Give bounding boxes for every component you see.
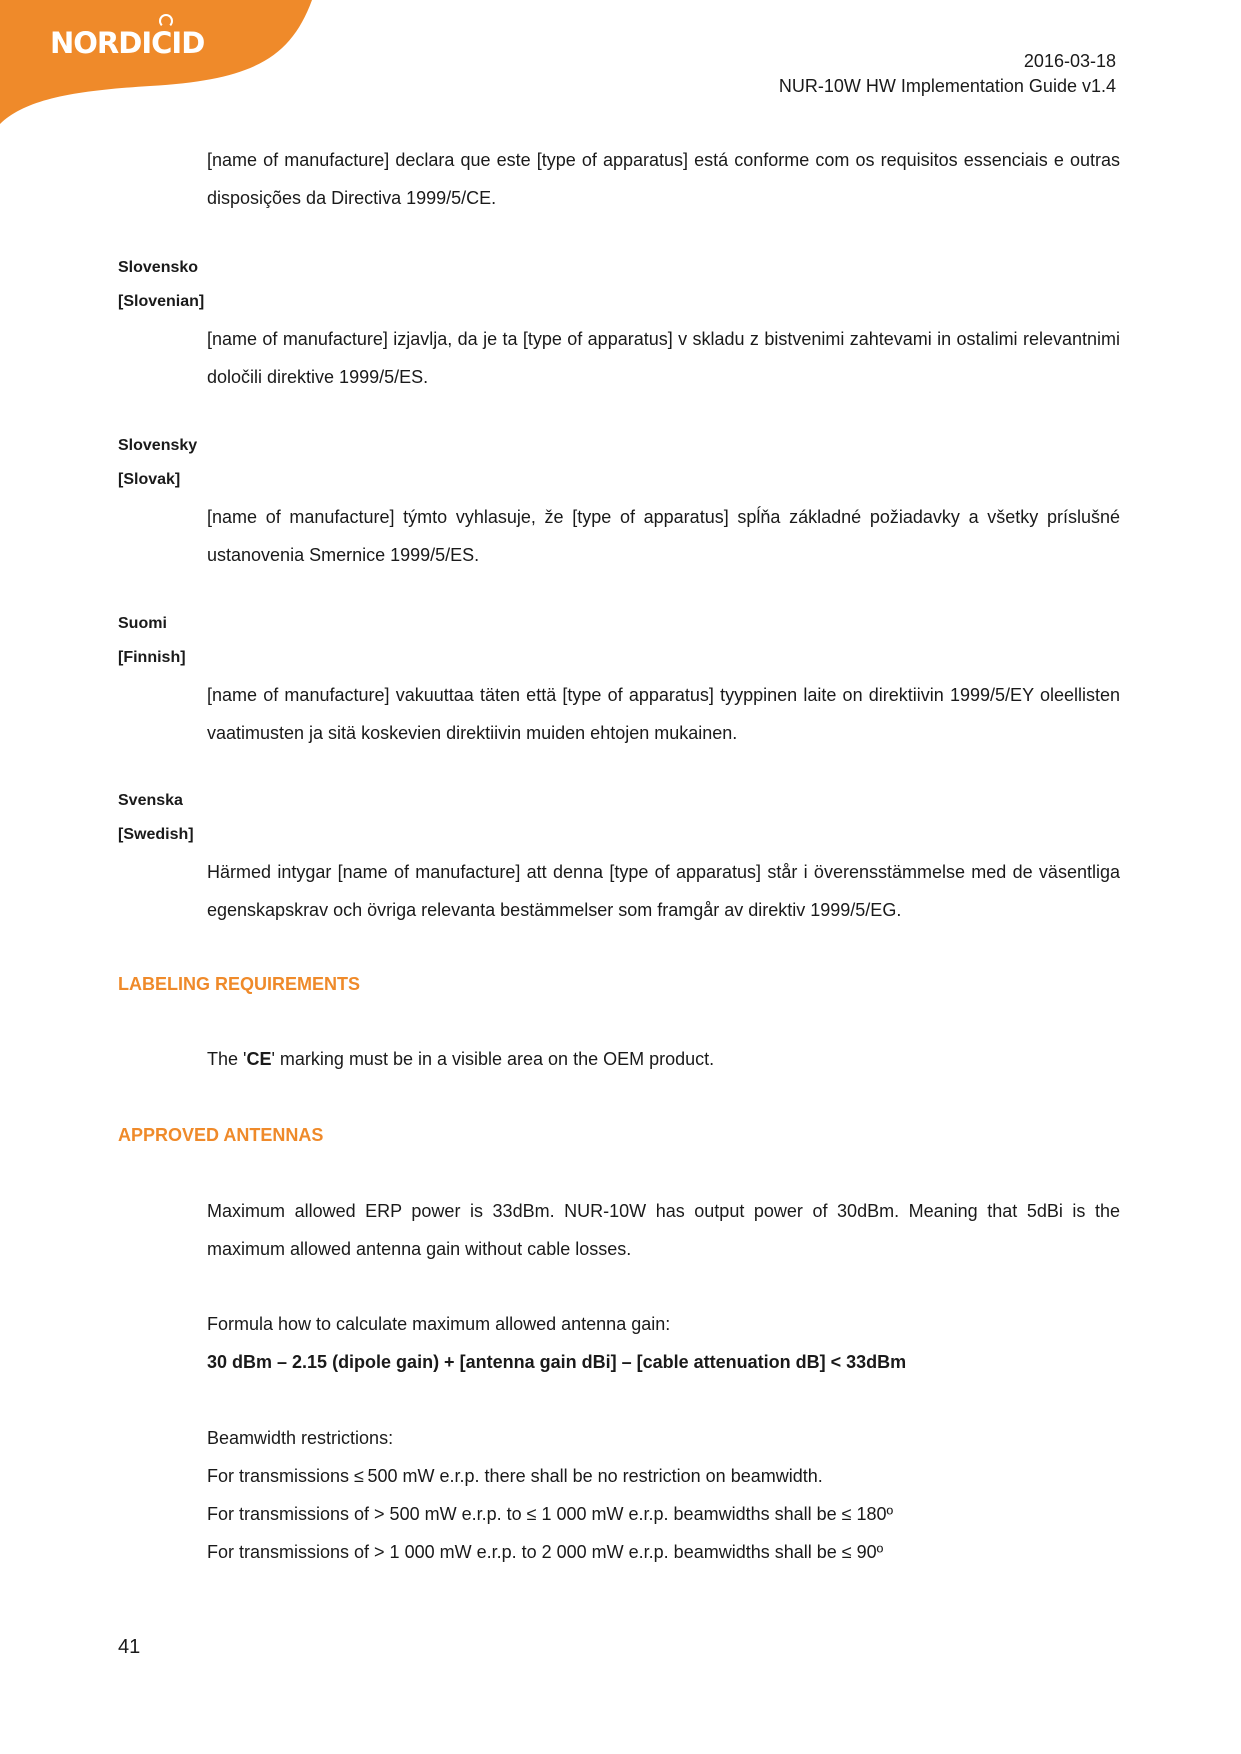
portuguese-declaration: [name of manufacture] declara que este [type of apparatus] está conforme com os requisitos essenciais e outras disposições da Directiva 1999/5/CE. <box>207 150 1120 208</box>
language-name-slovensky: Slovensky <box>118 437 198 454</box>
language-translation-slovak: [Slovak] <box>118 471 181 488</box>
language-translation-swedish: [Swedish] <box>118 826 194 843</box>
labeling-text: The 'CE' marking must be in a visible area on the OEM product. <box>207 1049 715 1069</box>
language-name-slovensko: Slovensko <box>118 259 199 276</box>
swedish-declaration: Härmed intygar [name of manufacture] att denna [type of apparatus] står i överensstämmelse med de väsentliga egenskapskrav och övriga relevanta bestämmelser som framgår av direktiv 1999/5/EG. <box>207 862 1120 920</box>
beamwidth-heading: Beamwidth restrictions: <box>207 1428 394 1448</box>
beamwidth-rule-3: For transmissions of > 1 000 mW e.r.p. to 2 000 mW e.r.p. beamwidths shall be ≤ 90º <box>207 1542 884 1562</box>
ce-mark-label: CE <box>246 1049 272 1069</box>
language-name-svenska: Svenska <box>118 792 183 809</box>
antenna-gain-formula: 30 dBm – 2.15 (dipole gain) + [antenna gain dBi] – [cable attenuation dB] < 33dBm <box>207 1352 907 1372</box>
logo-mark-icon <box>159 14 173 28</box>
slovak-declaration: [name of manufacture] týmto vyhlasuje, že [type of apparatus] spĺňa základné požiadavky a všetky príslušné ustanovenia Smernice 1999/5/ES. <box>207 507 1120 565</box>
page-number: 41 <box>118 1636 141 1658</box>
finnish-declaration: [name of manufacture] vakuuttaa täten että [type of apparatus] tyyppinen laite on direktiivin 1999/5/EY oleellisten vaatimusten ja sitä koskevien direktiivin muiden ehtojen mukainen. <box>207 685 1120 743</box>
header-date: 2016-03-18 <box>1023 51 1116 71</box>
language-name-suomi: Suomi <box>118 615 167 632</box>
language-translation-finnish: [Finnish] <box>118 649 186 666</box>
antennas-heading: APPROVED ANTENNAS <box>118 1125 324 1145</box>
slovenian-declaration: [name of manufacture] izjavlja, da je ta [type of apparatus] v skladu z bistvenimi zahtevami in ostalimi relevantnimi določili direktive 1999/5/ES. <box>207 329 1120 387</box>
header-guide-title: NUR-10W HW Implementation Guide v1.4 <box>778 76 1116 96</box>
language-translation-slovenian: [Slovenian] <box>118 293 205 310</box>
brand-logo: NORDICID <box>50 26 205 60</box>
labeling-heading: LABELING REQUIREMENTS <box>118 974 361 994</box>
erp-power-text: Maximum allowed ERP power is 33dBm. NUR-10W has output power of 30dBm. Meaning that 5dBi is the maximum allowed antenna gain without cable losses. <box>207 1201 1120 1259</box>
beamwidth-rule-1: For transmissions ≤ 500 mW e.r.p. there shall be no restriction on beamwidth. <box>207 1466 823 1486</box>
beamwidth-rule-2: For transmissions of > 500 mW e.r.p. to ≤ 1 000 mW e.r.p. beamwidths shall be ≤ 180º <box>207 1504 894 1524</box>
formula-intro: Formula how to calculate maximum allowed antenna gain: <box>207 1314 671 1334</box>
